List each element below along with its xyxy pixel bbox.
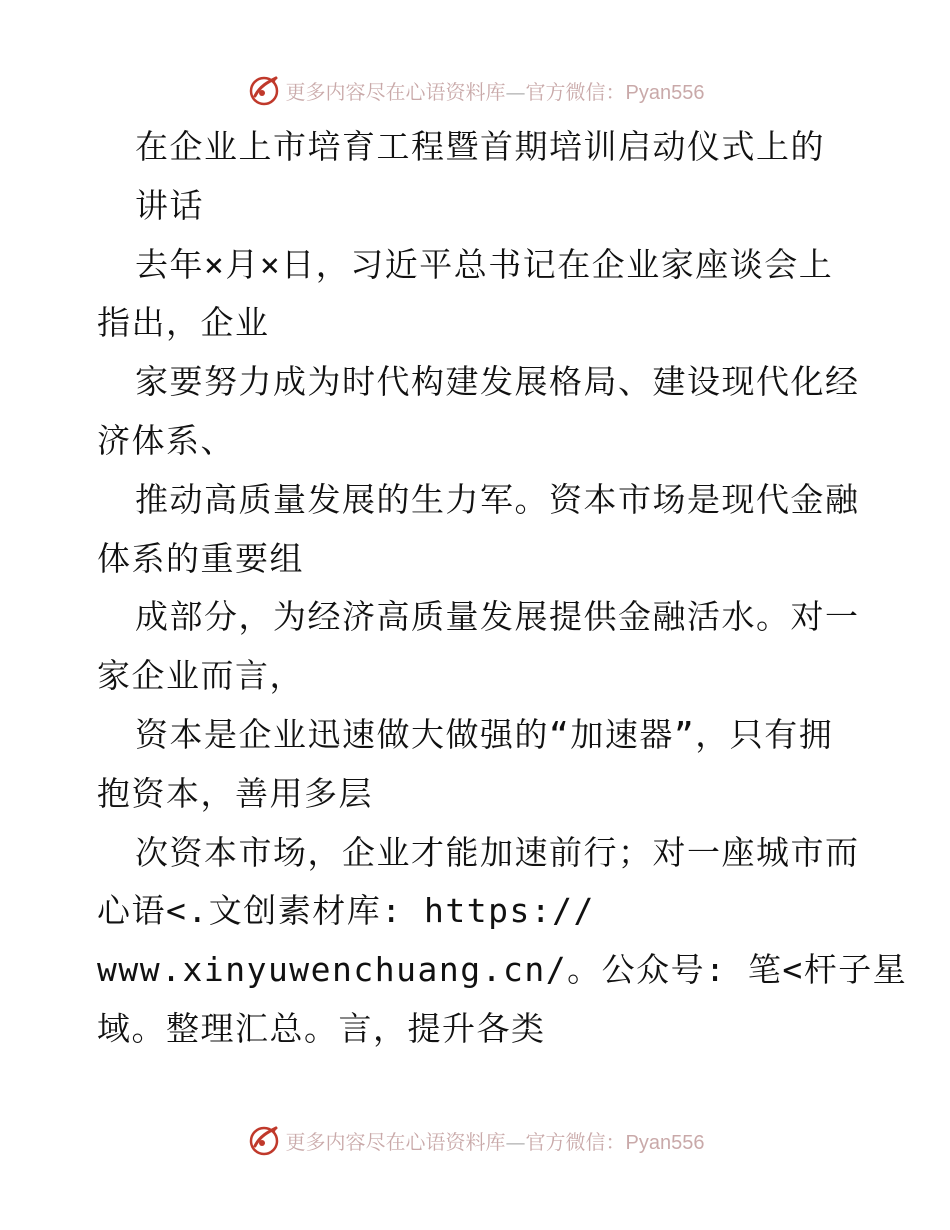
banner-wechat-label: 官方微信： (525, 79, 626, 104)
text-line: 济体系、 (97, 420, 235, 460)
banner-brand: 更多内容尽在心语资料库 (285, 79, 506, 104)
text-line: 家企业而言， (97, 656, 304, 696)
text-line: 指出，企业 (97, 303, 270, 343)
text-line: 讲话 (135, 185, 204, 225)
text-line: 家要努力成为时代构建发展格局、建设现代化经 (135, 362, 860, 402)
header-banner-text (286, 76, 705, 105)
banner-wechat-label: 官方微信： (525, 1129, 626, 1154)
brand-logo-icon (246, 1122, 282, 1158)
text-line: 心语<.文创素材库: https:// (97, 891, 595, 931)
banner-dash: — (505, 1129, 526, 1154)
text-line: www.xinyuwenchuang.cn/。公众号: 笔<杆子星 (97, 950, 908, 990)
footer-banner-text (286, 1126, 705, 1155)
text-line: 在企业上市培育工程暨首期培训启动仪式上的 (135, 127, 825, 166)
text-line: 抱资本，善用多层 (97, 773, 373, 813)
banner-brand: 更多内容尽在心语资料库 (285, 1129, 506, 1154)
text-line: 成部分，为经济高质量发展提供金融活水。对一 (135, 597, 860, 637)
text-line: 资本是企业迅速做大做强的“加速器”，只有拥 (135, 714, 834, 754)
text-line: 推动高质量发展的生力军。资本市场是现代金融 (135, 479, 860, 519)
text-line: 去年×月×日，习近平总书记在企业家座谈会上 (135, 244, 834, 284)
brand-logo-icon (246, 72, 282, 108)
footer-watermark-banner (0, 1120, 950, 1160)
text-line: 次资本市场，企业才能加速前行；对一座城市而 (135, 832, 860, 872)
banner-wechat-id: Pyan556 (625, 1131, 705, 1154)
banner-dash: — (505, 79, 526, 104)
header-watermark-banner (0, 70, 950, 110)
text-line: 域。整理汇总。言，提升各类 (97, 1008, 546, 1048)
document-body (97, 118, 908, 1059)
text-line: 体系的重要组 (97, 538, 304, 578)
banner-wechat-id: Pyan556 (625, 81, 705, 104)
